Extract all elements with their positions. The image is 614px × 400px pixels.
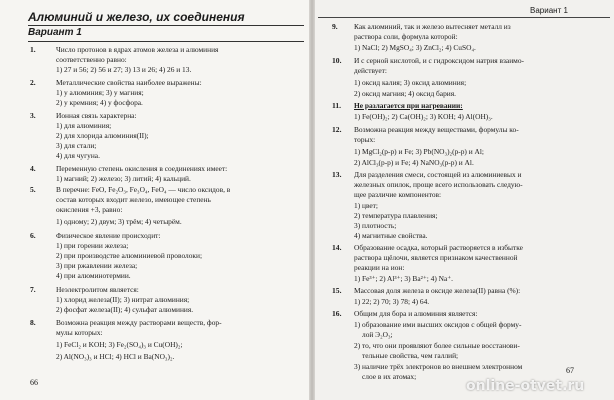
question-text: состав которых входит железо, имеющее степень	[56, 195, 211, 204]
answer-option: лой Э₂O₃;	[362, 330, 393, 339]
answer-options: 1) 22; 2) 70; 3) 78; 4) 64.	[354, 297, 430, 306]
question-text: Переменную степень окисления в соединениях имеет:	[56, 164, 228, 173]
answer-options: 2) AlCl₃(р-р) и Fe; 4) NaNO₃(р-р) и Al.	[354, 158, 474, 167]
question-text: окисления +3, равно:	[56, 205, 123, 214]
answer-option: 3) при ржавлении железа;	[56, 261, 138, 270]
answer-options: 1) Fe³⁺; 2) Al³⁺; 3) Ba²⁺; 4) Na⁺.	[354, 274, 454, 283]
question-text: В перечне: FeO, Fe₂O₃, Fe₃O₄, FeO₄ — число оксидов, в	[56, 185, 231, 194]
question-text: Возможна реакция между веществами, формулы ко-	[354, 125, 519, 134]
variant-running-head: Вариант 1	[530, 6, 568, 15]
question-text: раствора щёлочи, является признаком качественной	[354, 253, 518, 262]
question-number: 8.	[30, 318, 36, 327]
answer-option: 2) то, что они проявляют более сильные восстанови-	[354, 341, 520, 350]
answer-options: 2) Al(NO₃)₃ и HCl; 4) HCl и Ba(NO₃)₂.	[56, 352, 175, 361]
question-number: 4.	[30, 164, 36, 173]
question-text: Как алюминий, так и железо вытесняет металл из	[354, 22, 511, 31]
answer-option: 2) температура плавления;	[354, 211, 438, 220]
page-title: Алюминий и железо, их соединения	[28, 10, 245, 24]
question-text: Неэлектролитом является:	[56, 285, 139, 294]
answer-option: 1) образование ими высших оксидов с общей форму-	[354, 320, 522, 329]
question-number: 6.	[30, 231, 36, 240]
answer-options: 1) 27 и 56; 2) 56 и 27; 3) 13 и 26; 4) 26 и 13.	[56, 65, 192, 74]
answer-options: 1) у алюминия; 3) у магния;	[56, 88, 144, 97]
answer-options: 1) оксид калия; 3) оксид алюминия;	[354, 78, 467, 87]
answer-options: 2) у кремния; 4) у фосфора.	[56, 98, 143, 107]
question-text: действует:	[354, 66, 387, 75]
question-number: 3.	[30, 111, 36, 120]
question-number: 10.	[332, 56, 342, 65]
page-number: 67	[566, 366, 574, 375]
question-number: 16.	[332, 309, 342, 318]
answer-option: 1) цвет;	[354, 201, 378, 210]
answer-option: 1) для алюминия;	[56, 121, 112, 130]
answer-options: 1) магний; 2) железо; 3) литий; 4) кальций.	[56, 174, 191, 183]
question-number: 15.	[332, 286, 342, 295]
question-number: 11.	[332, 101, 342, 110]
question-text: Физическое явление происходит:	[56, 231, 161, 240]
book-spine	[309, 0, 315, 400]
answer-option: 3) плотность;	[354, 221, 397, 230]
answer-option: 4) магнитные свойства.	[354, 231, 428, 240]
answer-option: тельные свойства, чем галлий;	[362, 351, 459, 360]
answer-option: 3) для стали;	[56, 141, 97, 150]
answer-option: 2) при производстве алюминиевой проволоки;	[56, 251, 203, 260]
answer-options: 1) NaCl; 2) MgSO₄; 3) ZnCl₂; 4) CuSO₄.	[354, 43, 476, 52]
question-text: Не разлагается при нагревании:	[354, 101, 463, 110]
answer-options: 1) хлорид железа(II); 3) нитрат алюминия;	[56, 295, 190, 304]
watermark: online-otvet.ru	[466, 378, 585, 394]
title-divider	[28, 25, 304, 26]
answer-options: 2) фосфат железа(II); 4) сульфат алюминия.	[56, 305, 194, 314]
page-number: 66	[30, 378, 38, 387]
answer-options: 1) одному; 2) двум; 3) трём; 4) четырём.	[56, 217, 182, 226]
question-text: щее различие компонентов:	[354, 190, 442, 199]
answer-option: 3) наличие трёх электронов во внешнем электронном	[354, 362, 523, 371]
question-number: 14.	[332, 243, 342, 252]
question-text: раствора соли, формула которой:	[354, 32, 458, 41]
answer-options: 1) MgCl₂(р-р) и Fe; 3) Pb(NO₃)₂(р-р) и Al;	[354, 147, 484, 156]
answer-option: 1) при горении железа;	[56, 241, 129, 250]
question-text: Образование осадка, который растворяется в избытке	[354, 243, 523, 252]
answer-option: 4) при алюминотермии.	[56, 271, 131, 280]
question-number: 13.	[332, 170, 342, 179]
question-number: 9.	[332, 22, 338, 31]
answer-options: 1) FeCl₂ и KOH; 3) Fe₂(SO₄)₃ и Cu(OH)₂;	[56, 340, 183, 349]
question-text: торых:	[354, 135, 376, 144]
question-number: 5.	[30, 185, 36, 194]
question-text: Число протонов в ядрах атомов железа и алюминия	[56, 45, 219, 54]
answer-options: 2) оксид магния; 4) оксид бария.	[354, 89, 456, 98]
question-number: 1.	[30, 45, 36, 54]
question-text: железных опилок, проще всего использовать следую-	[354, 180, 523, 189]
question-text: Для разделения смеси, состоящей из алюминиевых и	[354, 170, 522, 179]
question-text: И с серной кислотой, и с гидроксидом натрия взаимо-	[354, 56, 524, 65]
question-text: Общим для бора и алюминия является:	[354, 309, 478, 318]
question-text: Массовая доля железа в оксиде железа(II) равна (%):	[354, 286, 521, 295]
question-number: 7.	[30, 285, 36, 294]
answer-options: 1) Fe(OH)₂; 2) Ca(OH)₂; 3) KOH; 4) Al(OH)₃.	[354, 112, 493, 121]
question-text: реакции на ион:	[354, 263, 405, 272]
variant-heading: Вариант 1	[28, 27, 82, 38]
question-text: Возможна реакция между растворами веществ, фор-	[56, 318, 222, 327]
question-text: мулы которых:	[56, 328, 103, 337]
answer-option: 2) для хлорида алюминия(II);	[56, 131, 149, 140]
answer-option: слое в их атомах;	[362, 372, 417, 381]
question-number: 12.	[332, 125, 342, 134]
header-divider	[318, 17, 610, 18]
answer-option: 4) для чугуна.	[56, 151, 100, 160]
question-text: соответственно равно:	[56, 55, 127, 64]
question-number: 2.	[30, 78, 36, 87]
variant-divider	[28, 41, 304, 42]
question-text: Ионная связь характерна:	[56, 111, 137, 120]
question-text: Металлические свойства наиболее выражены:	[56, 78, 202, 87]
